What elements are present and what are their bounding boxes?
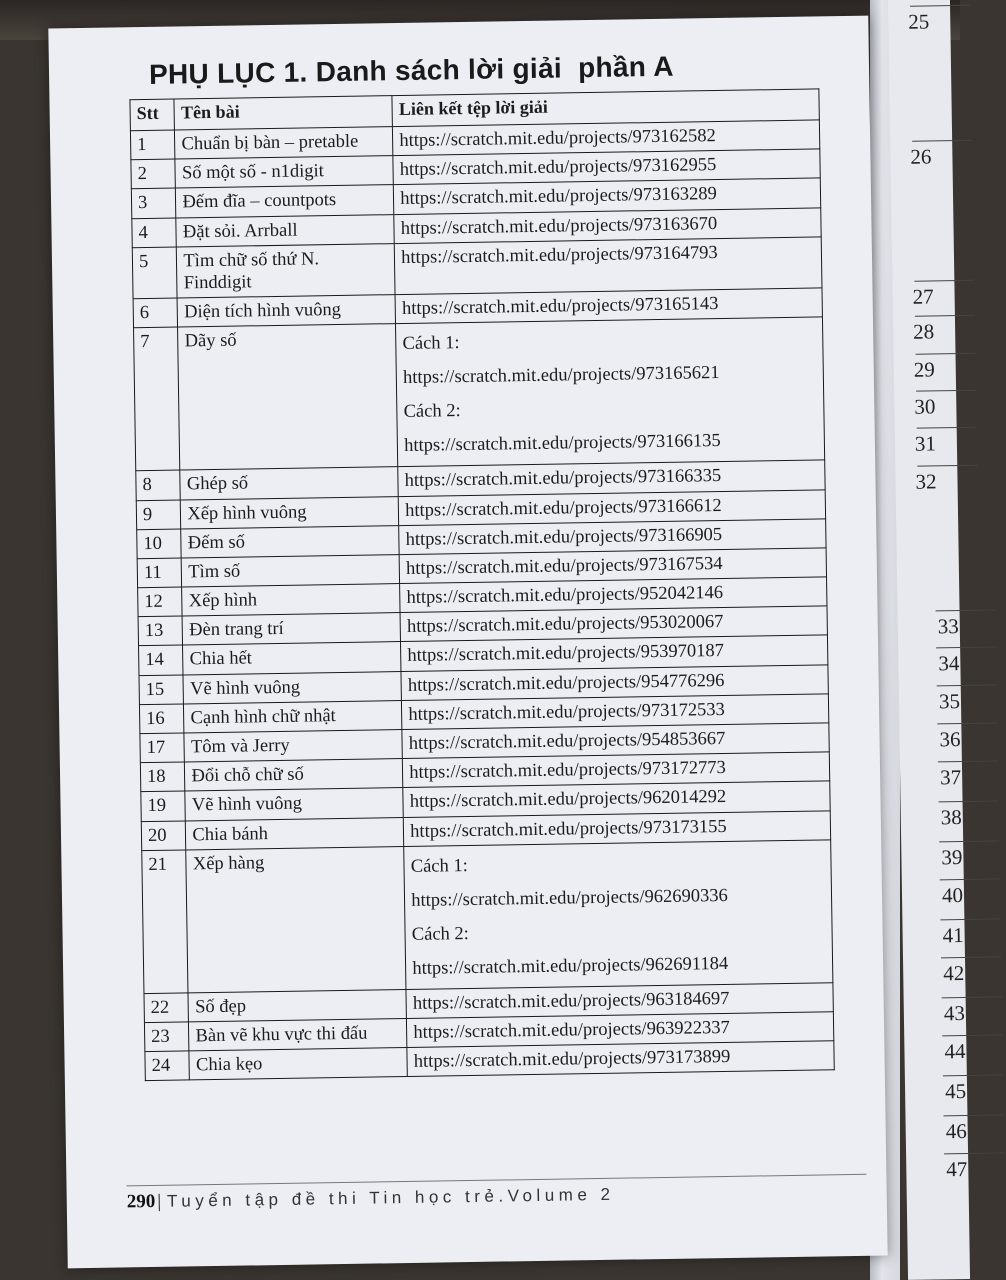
next-page-number: 44 xyxy=(944,1038,966,1064)
next-page-rule xyxy=(916,390,976,392)
solution-link[interactable]: https://scratch.mit.edu/projects/973166335 xyxy=(398,460,825,496)
next-page-rule xyxy=(912,140,972,142)
row-stt: 5 xyxy=(132,247,177,299)
solution-link[interactable]: https://scratch.mit.edu/projects/973163670 xyxy=(394,207,821,243)
row-stt: 7 xyxy=(134,327,181,471)
next-page-number: 46 xyxy=(945,1118,967,1144)
solutions-table xyxy=(129,88,834,1081)
solution-link[interactable]: https://scratch.mit.edu/projects/963184697 xyxy=(406,983,833,1019)
next-page-number: 28 xyxy=(912,319,935,344)
row-stt: 21 xyxy=(142,850,189,994)
next-page-rule xyxy=(917,465,977,467)
row-stt: 10 xyxy=(137,529,182,559)
row-problem-name: Xếp hình xyxy=(182,584,400,617)
next-page-number: 36 xyxy=(939,727,961,752)
row-stt: 14 xyxy=(139,645,184,675)
solution-variant-label: Cách 1: xyxy=(402,333,460,355)
solution-link[interactable]: https://scratch.mit.edu/projects/973166905 xyxy=(399,519,826,555)
next-page-rule xyxy=(942,1034,1002,1036)
next-page-rule xyxy=(939,840,999,842)
solution-link[interactable]: https://scratch.mit.edu/projects/962691184 xyxy=(412,953,729,979)
solution-link[interactable]: https://scratch.mit.edu/projects/973163289 xyxy=(394,178,821,214)
next-page-edge xyxy=(888,0,970,1280)
row-stt: 22 xyxy=(144,993,189,1023)
solution-link[interactable]: https://scratch.mit.edu/projects/962690336 xyxy=(411,885,728,911)
row-stt: 18 xyxy=(140,762,185,792)
next-page-number: 40 xyxy=(941,883,964,908)
solution-link[interactable]: https://scratch.mit.edu/projects/973167534 xyxy=(399,548,826,584)
row-stt: 15 xyxy=(139,675,184,705)
solution-link[interactable]: https://scratch.mit.edu/projects/954853667 xyxy=(402,723,829,759)
solution-link[interactable]: https://scratch.mit.edu/projects/973173899 xyxy=(407,1041,834,1077)
page-title: PHỤ LỤC 1. Danh sách lời giải phần A xyxy=(148,50,674,90)
next-page-rule xyxy=(940,918,1000,920)
next-page-number: 30 xyxy=(914,394,936,419)
next-page-number: 39 xyxy=(941,845,963,870)
solution-link[interactable]: https://scratch.mit.edu/projects/973162955 xyxy=(393,149,820,185)
next-page-number: 47 xyxy=(946,1156,968,1182)
next-page-rule xyxy=(944,1152,1004,1154)
row-stt: 16 xyxy=(139,704,184,734)
table-row xyxy=(142,840,833,994)
row-problem-name: Xếp hàng xyxy=(186,846,406,992)
next-page-rule xyxy=(941,956,1001,958)
row-problem-name: Ghép số xyxy=(180,467,398,500)
next-page-rule xyxy=(916,353,976,355)
row-problem-name: Chuẩn bị bàn – pretable xyxy=(175,127,393,160)
next-page-rule xyxy=(940,878,1000,880)
solution-variant-label: Cách 2: xyxy=(411,923,470,945)
row-problem-name: Đặt sỏi. Arrball xyxy=(176,214,394,247)
next-page-number: 29 xyxy=(913,357,935,382)
document-page xyxy=(48,16,887,1269)
row-stt: 9 xyxy=(136,499,181,529)
next-page-rule xyxy=(937,722,997,724)
row-problem-name: Số một số - n1digit xyxy=(175,156,393,189)
next-page-number: 45 xyxy=(944,1078,967,1104)
solution-link[interactable]: https://scratch.mit.edu/projects/973172773 xyxy=(403,752,830,788)
solution-link[interactable]: https://scratch.mit.edu/projects/973165621 xyxy=(402,363,720,389)
row-stt: 19 xyxy=(141,791,186,821)
next-page-number: 41 xyxy=(942,923,964,948)
footer-rule xyxy=(126,1174,866,1187)
header-link: Liên kết tệp lời giải xyxy=(392,89,819,127)
solution-link[interactable]: https://scratch.mit.edu/projects/953020067 xyxy=(400,606,827,642)
next-page-number: 38 xyxy=(940,805,962,830)
next-page-rule xyxy=(936,646,996,648)
row-problem-name: Xếp hình vuông xyxy=(181,496,399,529)
next-page-rule xyxy=(943,1074,1003,1076)
solution-link[interactable]: https://scratch.mit.edu/projects/973162582 xyxy=(393,120,820,156)
solution-link[interactable]: https://scratch.mit.edu/projects/973166135 xyxy=(404,431,721,457)
table-row xyxy=(134,317,825,471)
solution-link[interactable]: https://scratch.mit.edu/projects/973164793 xyxy=(394,237,822,295)
page-footer xyxy=(127,1184,615,1214)
solution-link[interactable]: https://scratch.mit.edu/projects/953970187 xyxy=(401,635,828,671)
next-page-rule xyxy=(937,684,997,686)
next-page-rule xyxy=(917,427,977,429)
row-problem-name: Tìm chữ số thứ N. Finddigit xyxy=(177,243,396,298)
next-page-rule xyxy=(939,800,999,802)
row-problem-name: Tôm và Jerry xyxy=(184,730,402,763)
row-stt: 8 xyxy=(136,470,181,500)
solution-link[interactable]: https://scratch.mit.edu/projects/962014292 xyxy=(403,781,830,817)
row-problem-name: Đếm số xyxy=(181,525,399,558)
next-page-number: 34 xyxy=(938,651,960,676)
next-page-rule xyxy=(936,609,996,611)
next-page-number: 25 xyxy=(908,9,930,34)
row-problem-name: Số đẹp xyxy=(188,989,406,1022)
row-problem-name: Tìm số xyxy=(182,554,400,587)
next-page-number: 32 xyxy=(915,469,937,494)
row-problem-name: Chia bánh xyxy=(186,817,404,850)
next-page-rule xyxy=(942,996,1002,998)
row-problem-name: Chia kẹo xyxy=(189,1048,407,1081)
row-problem-name: Đổi chỗ chữ số xyxy=(185,759,403,792)
row-stt: 11 xyxy=(137,558,182,588)
next-page-number: 31 xyxy=(914,431,937,456)
next-page-number: 37 xyxy=(939,765,962,790)
row-problem-name: Vẽ hình vuông xyxy=(185,788,403,821)
next-page-rule xyxy=(938,760,998,762)
header-name: Tên bài xyxy=(174,96,392,130)
next-page-number: 43 xyxy=(943,1000,966,1026)
footer-separator: | xyxy=(157,1190,162,1212)
page-number: 290 xyxy=(126,1190,156,1213)
row-stt: 1 xyxy=(130,130,175,160)
row-problem-name: Đếm đĩa – countpots xyxy=(176,185,394,218)
row-problem-name: Bàn vẽ khu vực thi đấu xyxy=(189,1018,407,1051)
solution-link[interactable]: https://scratch.mit.edu/projects/973173155 xyxy=(403,810,830,846)
next-page-number: 26 xyxy=(910,144,932,169)
row-solution-links xyxy=(396,317,825,467)
next-page-rule xyxy=(914,280,974,282)
row-problem-name: Chia hết xyxy=(183,642,401,675)
next-page-number: 27 xyxy=(912,284,934,309)
solution-variant-label: Cách 1: xyxy=(410,855,468,877)
next-page-number: 42 xyxy=(943,961,965,986)
row-solution-links xyxy=(404,840,833,990)
row-problem-name: Vẽ hình vuông xyxy=(183,671,401,704)
row-stt: 20 xyxy=(141,821,186,851)
row-stt: 13 xyxy=(138,616,183,646)
solution-link[interactable]: https://scratch.mit.edu/projects/973165143 xyxy=(395,288,822,324)
row-stt: 6 xyxy=(133,298,178,328)
row-stt: 3 xyxy=(131,188,176,218)
solution-variant-label: Cách 2: xyxy=(403,401,461,423)
next-page-number: 33 xyxy=(937,614,959,639)
row-stt: 24 xyxy=(145,1051,190,1081)
row-stt: 23 xyxy=(144,1022,189,1052)
solution-link[interactable]: https://scratch.mit.edu/projects/963922337 xyxy=(407,1012,834,1048)
header-stt: Stt xyxy=(130,99,175,131)
row-stt: 17 xyxy=(140,733,185,763)
row-problem-name: Đèn trang trí xyxy=(182,613,400,646)
book-title: Tuyển tập đề thi Tin học trẻ.Volume 2 xyxy=(166,1184,615,1211)
next-page-rule xyxy=(915,315,975,317)
solution-link[interactable]: https://scratch.mit.edu/projects/973172533 xyxy=(402,694,829,730)
next-page-rule xyxy=(943,1114,1003,1116)
row-problem-name: Dãy số xyxy=(178,324,398,470)
solution-link[interactable]: https://scratch.mit.edu/projects/952042146 xyxy=(400,577,827,613)
solution-link[interactable]: https://scratch.mit.edu/projects/954776296 xyxy=(401,664,828,700)
row-problem-name: Diện tích hình vuông xyxy=(178,295,396,328)
row-stt: 12 xyxy=(138,587,183,617)
row-stt: 2 xyxy=(131,159,176,189)
next-page-rule xyxy=(910,5,970,7)
solution-link[interactable]: https://scratch.mit.edu/projects/973166612 xyxy=(398,489,825,525)
row-stt: 4 xyxy=(132,218,177,248)
next-page-number: 35 xyxy=(938,689,961,714)
row-problem-name: Cạnh hình chữ nhật xyxy=(184,700,402,733)
